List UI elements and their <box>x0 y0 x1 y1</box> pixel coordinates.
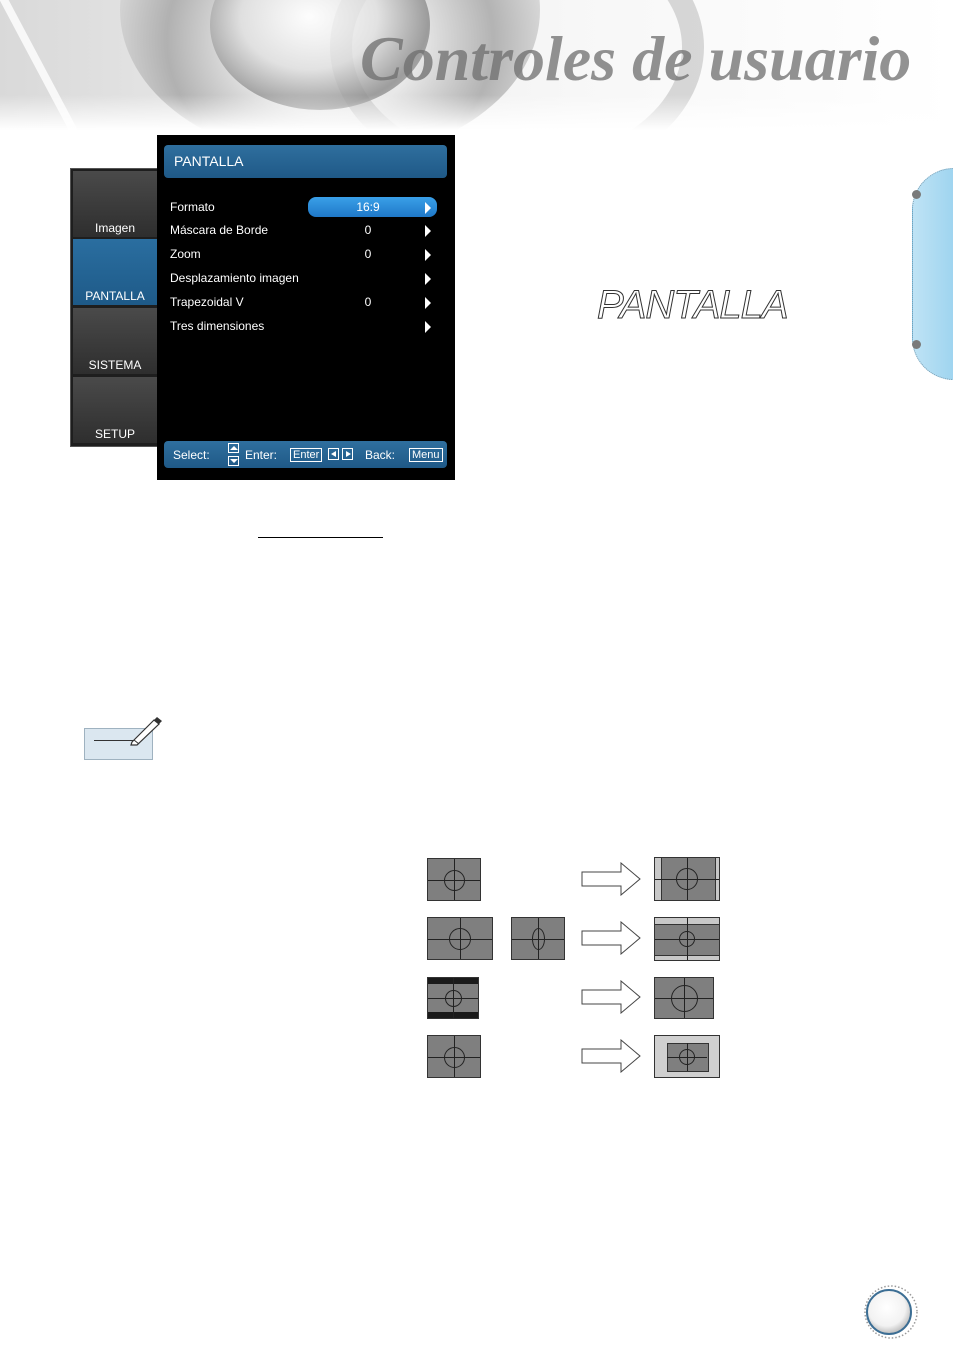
osd-row-formato[interactable] <box>163 197 449 219</box>
left-key-icon <box>328 448 339 460</box>
page-number-circle-icon <box>863 1284 919 1340</box>
right-key-icon <box>342 448 353 460</box>
osd-row-label: Máscara de Borde <box>170 223 269 237</box>
osd-row-label: Desplazamiento imagen <box>170 271 299 285</box>
header-title: Controles de usuario <box>360 23 912 94</box>
divider-line <box>258 537 383 538</box>
osd-row-value: 0 <box>364 247 372 261</box>
osd-row-label: Formato <box>170 200 215 214</box>
up-down-keys-icon <box>228 443 239 467</box>
osd-side-menu <box>70 168 159 447</box>
osd-row-trapezoidal-v[interactable] <box>163 292 449 314</box>
osd-row-zoom[interactable] <box>163 244 449 266</box>
source-image-16-9 <box>427 917 493 960</box>
back-label: Back: <box>365 448 396 462</box>
result-image-4 <box>654 1035 720 1078</box>
right-arrow-icon <box>581 980 641 1014</box>
osd-title: PANTALLA <box>164 145 447 178</box>
tab-dot-bottom-icon <box>912 340 921 349</box>
side-item-pantalla[interactable]: PANTALLA <box>73 239 157 305</box>
source-image-letterbox <box>427 977 479 1019</box>
source-image-anamorphic <box>511 917 565 960</box>
source-image-4-3 <box>427 858 481 901</box>
header-banner <box>0 0 953 130</box>
result-image-2 <box>654 917 720 961</box>
enter-key: Enter <box>290 448 322 462</box>
osd-row-label: Zoom <box>170 247 201 261</box>
right-arrow-icon <box>581 1039 641 1073</box>
result-image-1 <box>654 857 720 901</box>
select-label: Select: <box>173 448 210 462</box>
pencil-note-icon <box>84 716 164 760</box>
right-arrow-icon <box>425 321 431 333</box>
osd-row-value: 0 <box>364 295 372 309</box>
osd-help-bar <box>164 441 447 468</box>
right-arrow-icon <box>581 921 641 955</box>
osd-row-desplazamiento-imagen[interactable] <box>163 268 449 290</box>
enter-label: Enter: <box>245 448 278 462</box>
language-tab <box>912 168 953 380</box>
right-arrow-icon <box>425 297 431 309</box>
side-item-sistema[interactable]: SISTEMA <box>73 308 157 374</box>
right-arrow-icon <box>425 225 431 237</box>
tab-dot-top-icon <box>912 190 921 199</box>
right-arrow-icon <box>425 249 431 261</box>
right-arrow-icon <box>425 273 431 285</box>
right-arrow-icon <box>581 862 641 896</box>
right-arrow-icon <box>425 202 431 214</box>
osd-row-label: Tres dimensiones <box>170 319 265 333</box>
osd-row-label: Trapezoidal V <box>170 295 244 309</box>
side-item-imagen[interactable]: Imagen <box>73 171 157 237</box>
osd-main-panel <box>157 135 455 480</box>
side-item-setup[interactable]: SETUP <box>73 377 157 443</box>
menu-key: Menu <box>409 448 443 462</box>
section-heading: PANTALLA <box>597 283 788 327</box>
source-image-native <box>427 1035 481 1078</box>
result-image-3 <box>654 977 714 1019</box>
osd-row-mascara-de-borde[interactable] <box>163 220 449 242</box>
osd-row-tres-dimensiones[interactable] <box>163 316 449 338</box>
osd-row-value: 0 <box>364 223 372 237</box>
osd-row-value: 16:9 <box>356 200 380 214</box>
